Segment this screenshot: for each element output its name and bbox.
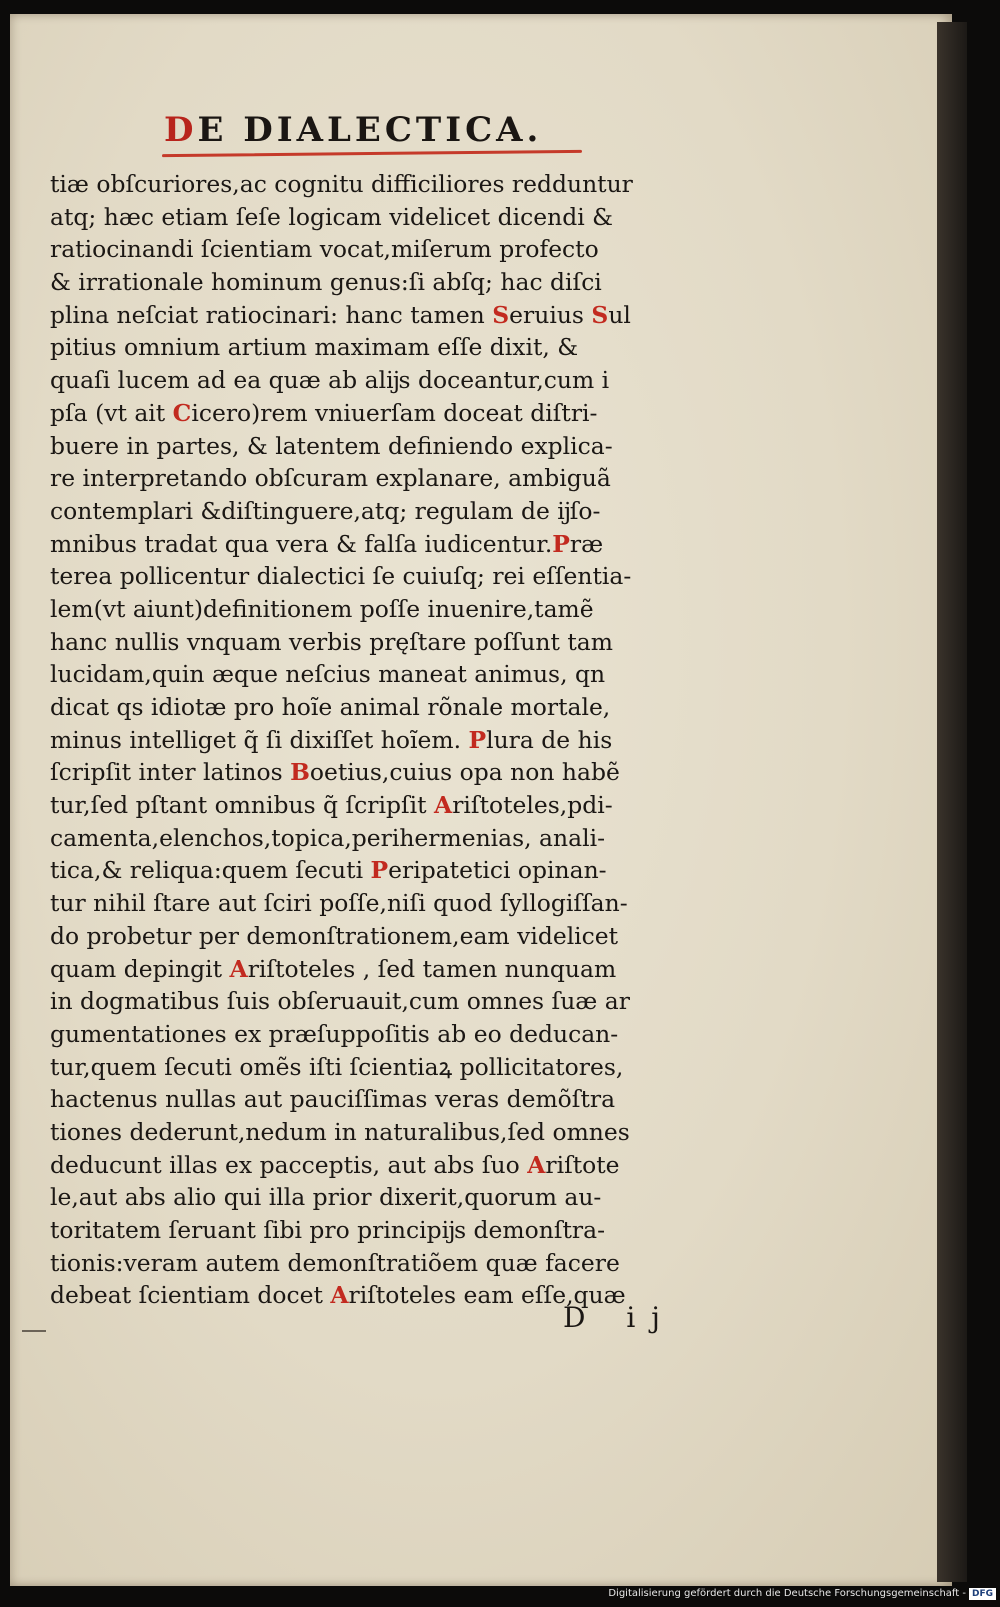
text-run: riſtoteles , ſed tamen nunquam	[247, 954, 617, 983]
text-line	[50, 1214, 738, 1247]
text-run: in dogmatibus ſuis obſeruauit,cum omnes ſuæ ar	[50, 987, 630, 1016]
text-line	[50, 658, 738, 691]
text-line	[50, 789, 738, 822]
text-line	[50, 331, 738, 364]
credit-text: Digitalisierung gefördert durch die Deutsche Forschungsgemeinschaft -	[608, 1588, 966, 1599]
text-run: gumentationes ex præſuppoſitis ab eo deducan-	[50, 1019, 619, 1048]
text-line	[50, 201, 738, 234]
text-run: plina neſciat ratiocinari: hanc tamen	[50, 300, 493, 329]
text-run: icero)rem vniuerſam doceat diſtri-	[191, 398, 598, 427]
rubricated-initial: A	[229, 954, 248, 983]
text-line	[50, 985, 738, 1018]
text-run: eruius	[509, 300, 592, 329]
rubricated-initial: P	[468, 725, 487, 754]
rubricated-initial: S	[492, 300, 510, 329]
text-line	[50, 1247, 738, 1280]
page-edge-shadow	[937, 22, 967, 1582]
text-run: tiones dederunt,nedum in naturalibus,ſed omnes	[50, 1117, 630, 1146]
text-run: deducunt illas ex pacceptis, aut abs ſuo	[50, 1150, 528, 1179]
text-line	[50, 397, 738, 430]
digitization-credit	[606, 1588, 996, 1604]
text-line	[50, 1116, 738, 1149]
rubricated-initial: A	[527, 1150, 546, 1179]
text-run: contemplari &diſtinguere,atq; regulam de ĳſo-	[50, 496, 601, 525]
text-run: tica,& reliqua:quem ſecuti	[50, 856, 371, 885]
text-line	[50, 560, 738, 593]
text-line	[50, 462, 738, 495]
text-run: quaſi lucem ad ea quæ ab alĳs doceantur,cum i	[50, 366, 610, 395]
rubricated-initial: P	[370, 856, 389, 885]
text-run: ratiocinandi ſcientiam vocat,miſerum profecto	[50, 235, 599, 264]
running-head-text: E DIALECTICA.	[197, 110, 543, 150]
text-run: terea pollicentur dialectici ſe cuiuſq; rei eſſentia-	[50, 562, 632, 591]
text-line	[50, 233, 738, 266]
text-run: tur nihil ſtare aut ſciri poſſe,niſi quod ſyllogiſſan-	[50, 889, 628, 918]
text-run: tiæ obſcuriores,ac cognitu difficiliores redduntur	[50, 170, 633, 198]
text-line	[50, 299, 738, 332]
text-line	[50, 528, 738, 561]
text-line	[50, 691, 738, 724]
text-run: lucidam,quin æque neſcius maneat animus, qn	[50, 660, 606, 689]
text-run: atq; hæc etiam ſeſe logicam videlicet dicendi &	[50, 202, 614, 231]
text-line	[50, 168, 738, 201]
text-run: do probetur per demonſtrationem,eam videlicet	[50, 921, 619, 950]
text-line	[50, 756, 738, 789]
text-run: eripatetici opinan-	[388, 856, 607, 885]
text-line	[50, 495, 738, 528]
margin-mark	[22, 1330, 46, 1332]
text-run: ræ	[569, 529, 604, 558]
text-line	[50, 1051, 738, 1084]
text-line	[50, 887, 738, 920]
text-line	[50, 593, 738, 626]
running-head	[164, 110, 542, 150]
rubricated-initial: B	[290, 758, 310, 787]
text-run: hactenus nullas aut pauciſſimas veras demõſtra	[50, 1085, 616, 1114]
text-run: riſtoteles eam eſſe,quæ	[348, 1281, 626, 1310]
text-run: oetius,cuius opa non habẽ	[309, 758, 620, 787]
text-line	[50, 1149, 738, 1182]
text-run: tur,ſed pſtant omnibus q̃ ſcripſit	[50, 791, 435, 820]
rubricated-initial: A	[434, 791, 453, 820]
text-line	[50, 430, 738, 463]
rubricated-initial: A	[330, 1281, 349, 1310]
text-line	[50, 626, 738, 659]
text-line	[50, 724, 738, 757]
text-run: riſtoteles,pdi-	[452, 791, 613, 820]
main-text-block	[50, 168, 740, 1312]
text-line	[50, 266, 738, 299]
text-run: dicat qs idiotæ pro hoĩe animal rõnale mortale,	[50, 693, 611, 721]
text-run: hanc nullis vnquam verbis pręſtare poſſunt tam	[50, 627, 613, 656]
signature-mark: D ij	[563, 1301, 676, 1334]
text-run: pitius omnium artium maximam eſſe dixit, &	[50, 333, 579, 362]
rubricated-initial: C	[172, 398, 192, 427]
running-head-initial: D	[164, 110, 198, 150]
rubricated-initial: P	[552, 529, 570, 558]
text-run: pſa (vt ait	[50, 398, 173, 427]
text-run: re interpretando obſcuram explanare, ambiguã	[50, 464, 611, 493]
text-run: quam depingit	[50, 954, 230, 983]
text-run: camenta,elenchos,topica,perihermenias, anali-	[50, 823, 606, 852]
text-run: toritatem ſeruant ſibi pro principĳs demonſtra-	[50, 1216, 606, 1244]
text-run: tionis:veram autem demonſtratiõem quæ facere	[50, 1248, 620, 1277]
text-line	[50, 1018, 738, 1051]
rubricated-initial: S	[591, 300, 609, 329]
text-run: tur,quem ſecuti omẽs iſti ſcientiaꝝ pollicitatores,	[50, 1052, 624, 1081]
text-line	[50, 953, 738, 986]
text-run: riſtote	[545, 1150, 620, 1179]
text-run: & irrationale hominum genus:ſi abſq; hac diſci	[50, 268, 602, 297]
text-run: ſcripſit inter latinos	[50, 758, 291, 787]
text-line	[50, 854, 738, 887]
text-line	[50, 364, 738, 397]
text-run: mnibus tradat qua vera & falſa iudicentur.	[50, 529, 553, 558]
dfg-logo: DFG	[969, 1588, 996, 1600]
text-run: debeat ſcientiam docet	[50, 1281, 331, 1310]
text-run: minus intelliget q̃ ſi dixiſſet hoĩem.	[50, 725, 469, 754]
text-run: ul	[608, 300, 631, 329]
text-run: buere in partes, & latentem definiendo explica-	[50, 431, 613, 460]
text-run: lem(vt aiunt)definitionem poſſe inuenire,tamẽ	[50, 594, 594, 623]
text-run: le,aut abs alio qui illa prior dixerit,quorum au-	[50, 1183, 602, 1212]
text-line	[50, 920, 738, 953]
text-line	[50, 1083, 738, 1116]
text-run: lura de his	[486, 725, 613, 754]
text-line	[50, 822, 738, 855]
text-line	[50, 1181, 738, 1214]
